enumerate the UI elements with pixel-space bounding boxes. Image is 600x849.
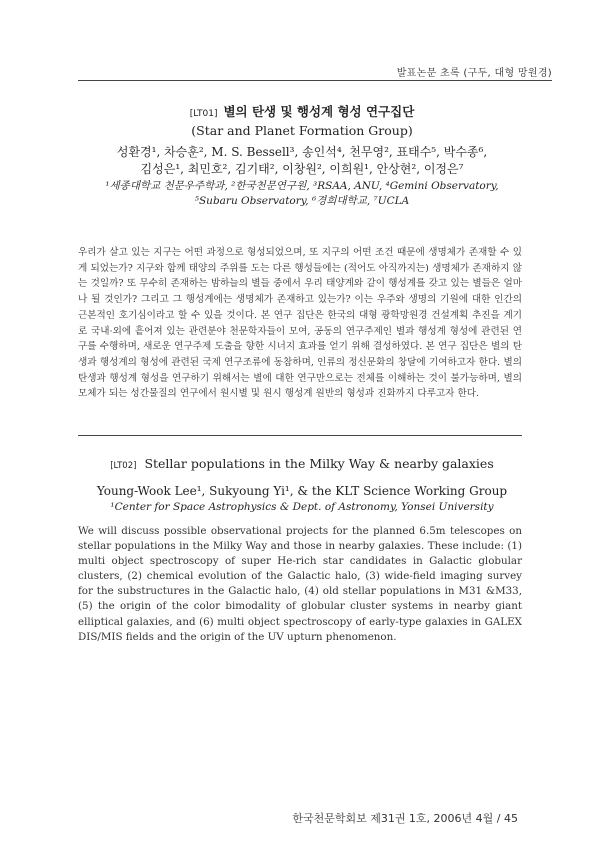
abstract2-affiliation: ¹Center for Space Astrophysics & Dept. of Astronomy, Yonsei University [110,501,494,513]
abstract2-title: Stellar populations in the Milky Way & nearby galaxies [144,456,494,471]
abstract2-code: [LT02] [110,461,137,471]
abstract1-title [72,102,532,120]
abstract1-body: 우리가 살고 있는 지구는 어떤 과정으로 형성되었으며, 또 지구의 어떤 조건 때문에 생명체가 존재할 수 있게 되었는가? 지구와 함께 태양의 주위를 도는 다른 행성들에는 (적어도 아직까지는) 생명체가 존재하지 않는 것일까? 또 무수히 존재하는 밤하늘의 별들 중에서 우리 태양계와 같이 행성계를 갖고 있는 별들은 얼마나 될 것인가? 그리고 그 행성계에는 생명체가 존재하고 있는가? 이는 우주와 생명의 기원에 대한 인간의 근본적인 호기심이라고 할 수 있을 것이다. 본 연구 집단은 한국의 대형 광학망원경 건설계획 추진을 계기로 국내·외에 흩어져 있는 관련분야 천문학자들이 모여, 공동의 연구주제인 별과 행성계 형성에 관련된 연구를 수행하며, 새로운 연구주제 도출을 향한 시너지 효과를 얻기 위해 결성하였다. 본 연구 집단은 별의 탄생과 행성계의 형성에 관련된 국제 연구조류에 동참하며, 인류의 정신문화의 창달에 기여하고자 한다. 별의 탄생과 행성계 형성을 연구하기 위해서는 별에 대한 연구만으로는 전체를 이해하는 것이 불가능하며, 별의 모체가 되는 성간물질의 연구에서 원시별 및 원시 행성계 원반의 형성과 진화까지 다루고자 한다. [78,247,522,400]
section-divider [78,435,522,436]
page-footer: 한국천문학회보 제31권 1호, 2006년 4월 / 45 [292,812,518,825]
abstract2-authors: Young-Wook Lee¹, Sukyoung Yi¹, & the KLT Science Working Group [96,484,508,498]
abstract1-code: [LT01] [189,109,218,119]
abstract1-title-ko: 별의 탄생 및 행성계 형성 연구집단 [223,104,415,119]
abstract1-title-en: (Star and Planet Formation Group) [191,123,413,138]
header-rule [78,80,552,81]
abstract2-body: We will discuss possible observational projects for the planned 6.5m telescopes on stellar populations in the Milky Way and those in nearby galaxies. These include: (1) multi object spectroscopy of super He-rich star candidates in Galactic globular clusters, (2) chemical evolution of the Galactic halo, (3) wide-field imaging survey for the substructures in the Galactic halo, (4) old stellar populations in M31 &M33, (5) the origin of the color bimodality of globular cluster systems in nearby giant elliptical galaxies, and (6) multi object spectroscopy of early-type galaxies in GALEX DIS/MIS fields and the origin of the UV upturn phenomenon. [78,525,522,643]
running-header: 발표논문 초록 (구두, 대형 망원경) [396,68,552,79]
abstract1-affil-line1: ¹세종대학교 천문우주학과, ²한국천문연구원, ³RSAA, ANU, ⁴Gemini Observatory, [105,180,499,192]
abstract1-authors [72,144,532,178]
abstract1-heading [72,102,532,209]
abstract2-title-line [72,456,532,471]
abstract1-authors-line1: 성환경¹, 차승훈², M. S. Bessell³, 송인석⁴, 천무영², 표태수⁵, 박수종⁶, [116,145,488,159]
abstract1-authors-line2: 김성은¹, 최민호², 김기태², 이창원², 이희원¹, 안상현², 이정은⁷ [140,162,464,176]
abstract1-affiliations [72,179,532,209]
abstract1-affil-line2: ⁵Subaru Observatory, ⁶경희대학교, ⁷UCLA [194,195,410,207]
